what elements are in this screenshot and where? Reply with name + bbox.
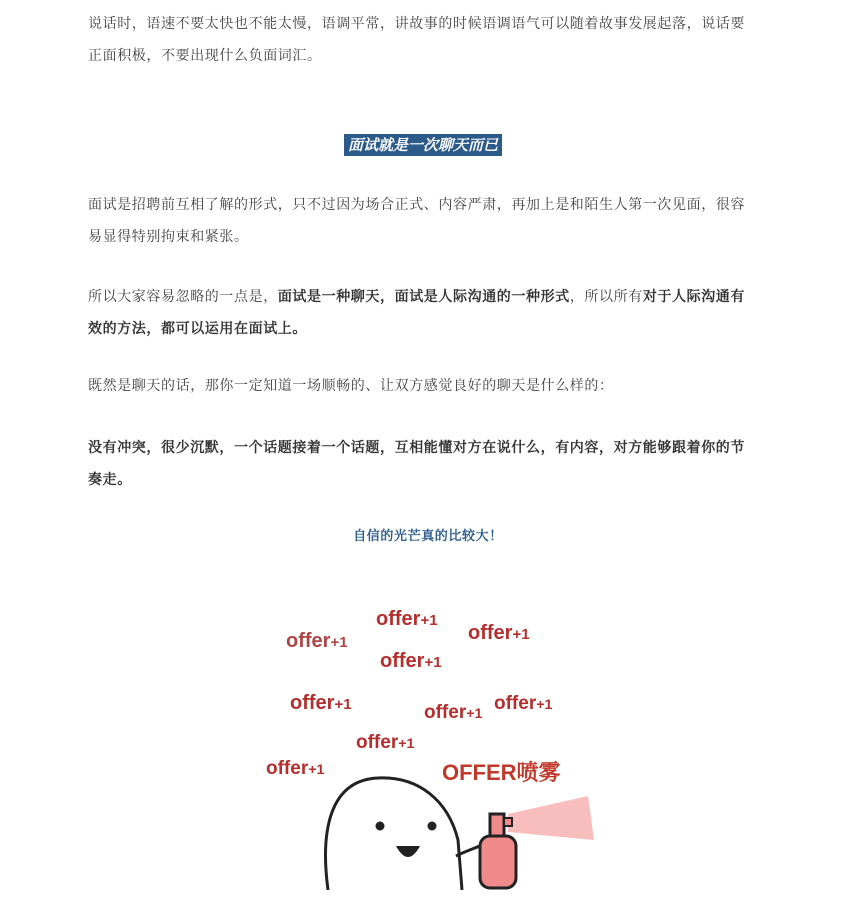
offer-label: offer+1	[286, 630, 348, 652]
paragraph-interview-chat	[88, 281, 768, 345]
paragraph-speaking	[88, 8, 768, 72]
ghost-body-icon	[326, 778, 462, 890]
offer-spray-illustration	[258, 600, 598, 890]
text-run: ，所以所有	[569, 289, 643, 305]
offer-spray-label: OFFER喷雾	[442, 760, 561, 785]
bold-text: 对于人际沟通有	[642, 289, 746, 305]
paragraph-line: 面试是招聘前互相了解的形式，只不过因为场合正式、内容严肃，再加上是和陌生人第一次见面，很容	[88, 197, 745, 213]
offer-label: offer+1	[266, 758, 325, 779]
spray-tip-icon	[504, 818, 512, 826]
bold-text: 没有冲突，很少沉默，一个话题接着一个话题，互相能懂对方在说什么，有内容，对方能够跟着你的节	[88, 440, 745, 456]
offer-label: offer+1	[376, 608, 438, 630]
paragraph-line: 正面积极，不要出现什么负面词汇。	[88, 48, 322, 64]
spray-nozzle-icon	[490, 814, 504, 836]
spray-bottle-icon	[480, 836, 516, 888]
text-run: 所以大家容易忽略的一点是，	[88, 289, 278, 305]
paragraph-good-chat: 既然是聊天的话，那你一定知道一场顺畅的、让双方感觉良好的聊天是什么样的：	[88, 378, 614, 394]
paragraph-line: 说话时，语速不要太快也不能太慢，语调平常，讲故事的时候语调语气可以随着故事发展起落，说话要	[88, 16, 745, 32]
offer-label: offer+1	[356, 732, 415, 753]
eye-icon	[376, 822, 385, 831]
bold-text: 面试是一种聊天，面试是人际沟通的一种形式	[277, 289, 570, 305]
character-drawing	[258, 600, 598, 890]
image-caption: 自信的光芒真的比较大！	[353, 529, 503, 544]
bold-text: 奏走。	[88, 472, 132, 488]
bold-text: 效的方法，都可以运用在面试上。	[88, 321, 307, 337]
offer-label: offer+1	[468, 622, 530, 644]
offer-label: offer+1	[380, 650, 442, 672]
eye-icon	[428, 822, 437, 831]
offer-label: offer+1	[424, 702, 483, 723]
paragraph-interview-form	[88, 189, 768, 253]
section-heading: 面试就是一次聊天而已	[344, 134, 502, 156]
paragraph-line: 易显得特别拘束和紧张。	[88, 229, 249, 245]
offer-label: offer+1	[494, 693, 553, 714]
spray-mist-icon	[508, 796, 594, 840]
paragraph-chat-traits	[88, 432, 768, 496]
offer-label: offer+1	[290, 692, 352, 714]
